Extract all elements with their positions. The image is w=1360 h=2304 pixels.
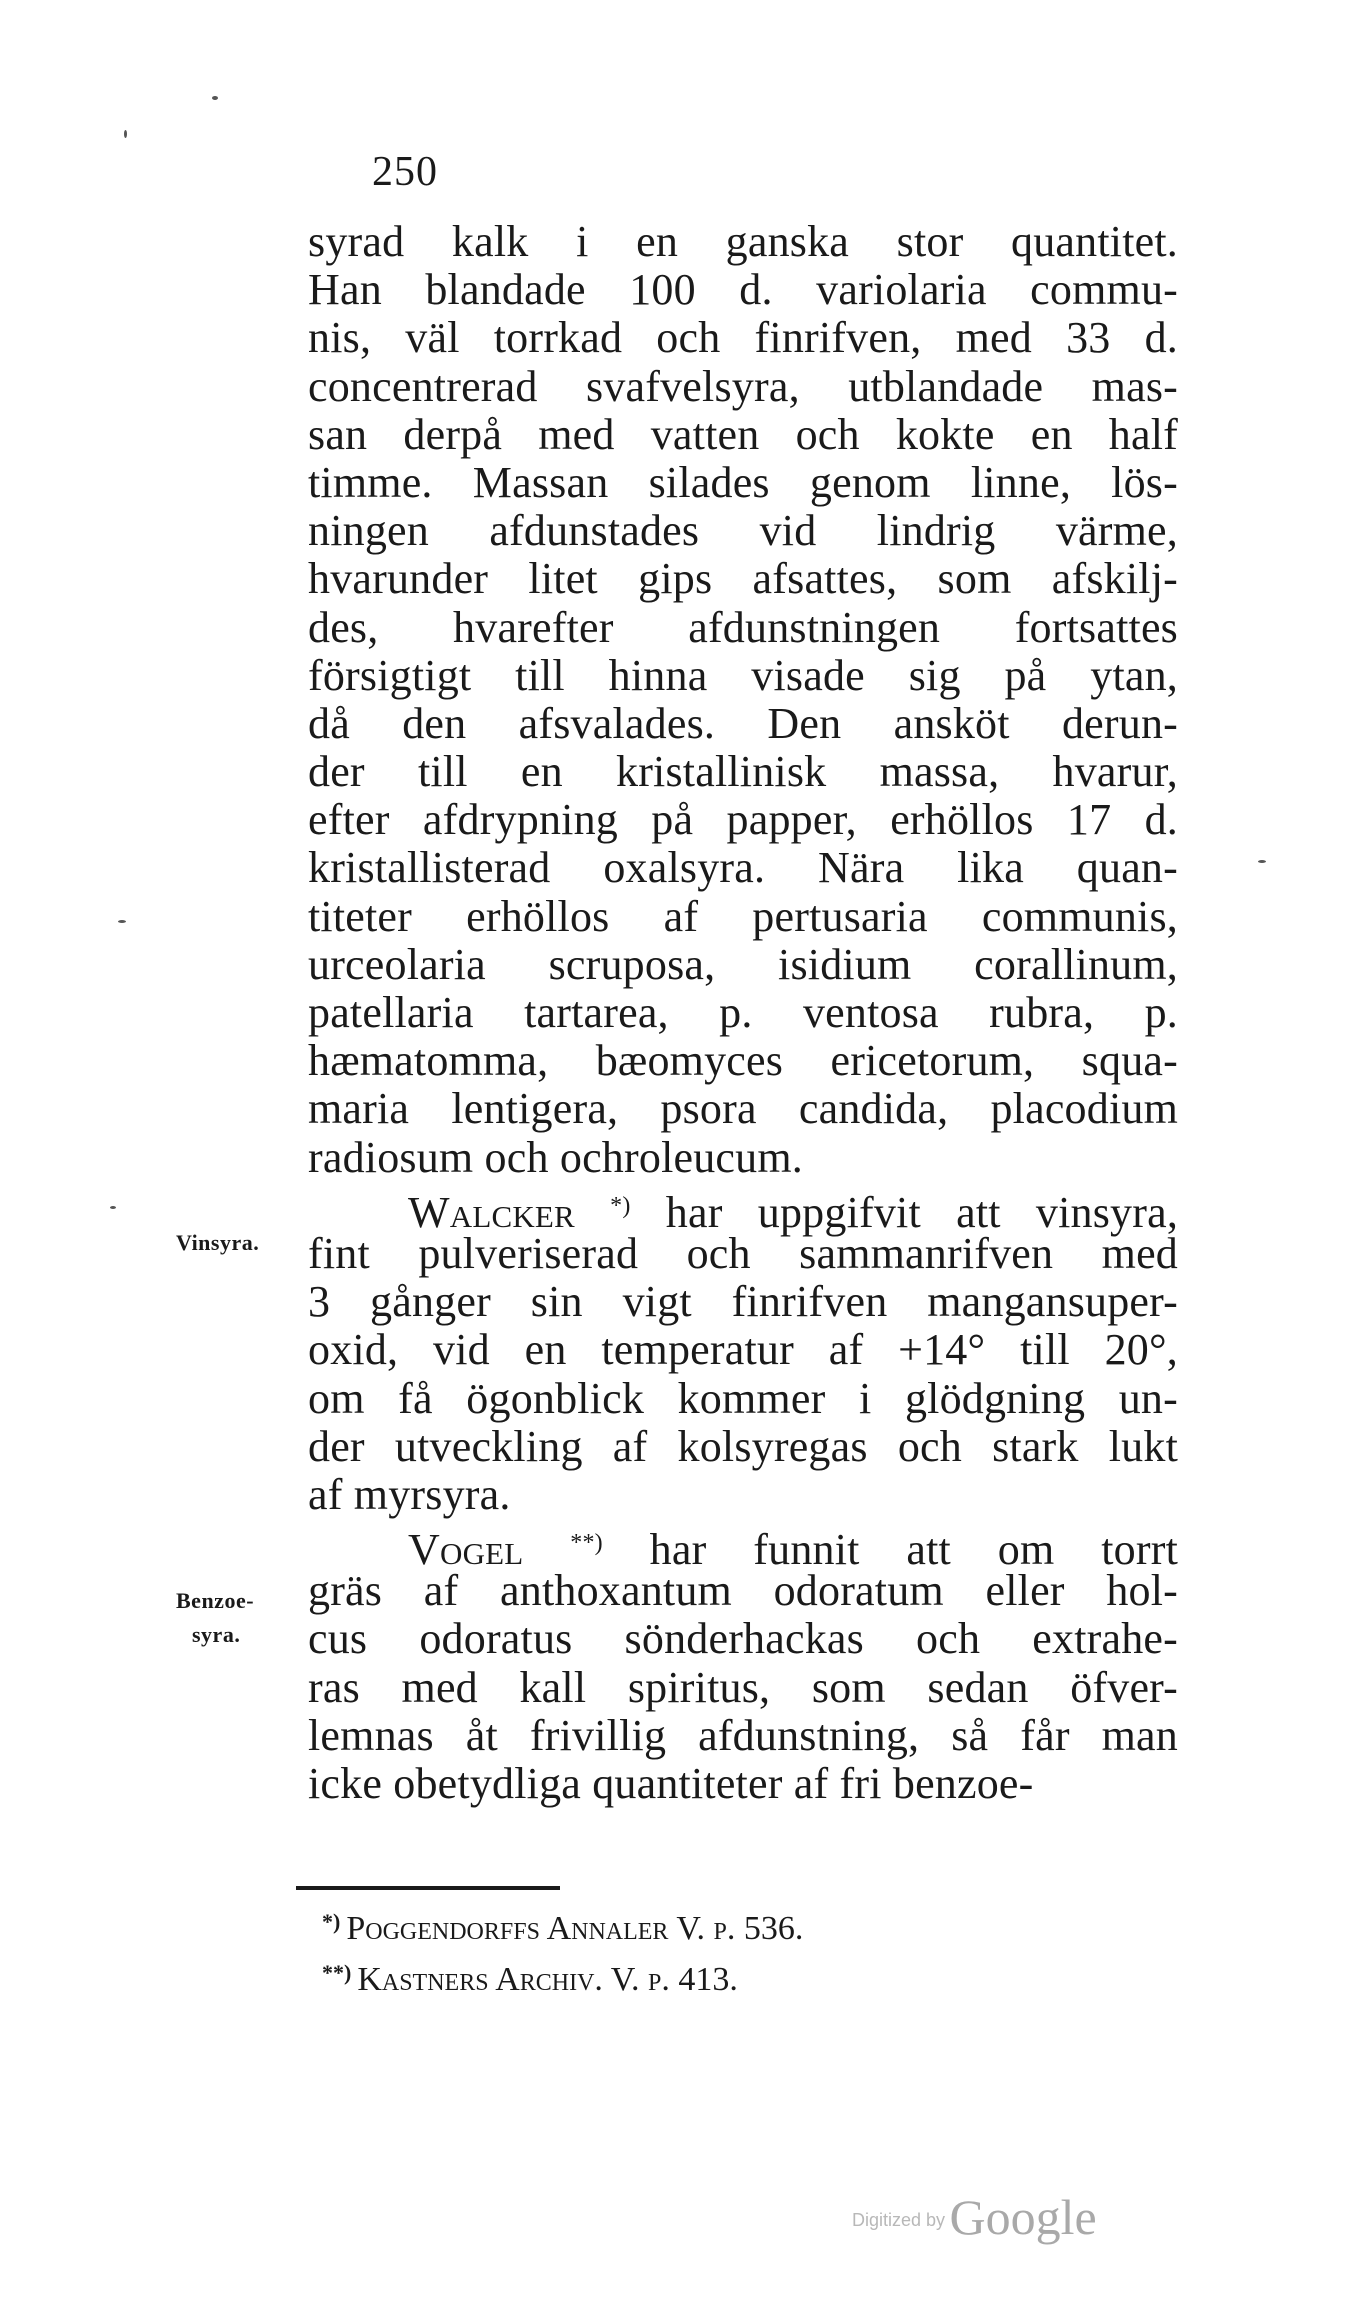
text-line: hvarunder litet gips afsattes, som afskilj- [308, 554, 1178, 604]
text-line: då den afsvalades. Den ansköt derun- [308, 698, 1178, 748]
footnote-ref: **) [570, 1530, 603, 1557]
watermark-prefix: Digitized by [852, 2210, 946, 2230]
text-line: radiosum och ochroleucum. [308, 1132, 803, 1182]
text-line: efter afdrypning på papper, erhöllos 17 d. [308, 795, 1178, 845]
paragraph-oxalsyra [308, 218, 1178, 1182]
text-line: cus odoratus sönderhackas och extrahe- [308, 1614, 1178, 1664]
paragraph-benzoesyra [308, 1519, 1178, 1808]
text-line: patellaria tartarea, p. ventosa rubra, p. [308, 988, 1178, 1037]
author-name: Vogel [408, 1525, 524, 1575]
author-name: Walcker [408, 1187, 575, 1237]
footnote-1 [322, 1900, 1022, 1951]
scan-speck [212, 96, 218, 100]
text-line: om få ögonblick kommer i glödgning un- [308, 1373, 1178, 1423]
text-line: san derpå med vatten och kokte en half [308, 409, 1178, 459]
text-line: der utveckling af kolsyregas och stark lukt [308, 1421, 1178, 1471]
line-text: har funnit att om torrt [649, 1525, 1179, 1575]
text-line: hæmatomma, bæomyces ericetorum, squa- [308, 1036, 1178, 1086]
text-line: af myrsyra. [308, 1469, 511, 1519]
text-line: oxid, vid en temperatur af +14° till 20°, [308, 1325, 1178, 1375]
text-line: ningen afdunstades vid lindrig värme, [308, 506, 1178, 556]
text-line [308, 1519, 1179, 1575]
watermark-brand: Google [949, 2189, 1097, 2245]
text-line: timme. Massan silades genom linne, lös- [308, 457, 1178, 507]
text-line [308, 1182, 1179, 1237]
margin-note-benzoesyra-1: Benzoe- [176, 1588, 255, 1613]
footnote-text: Poggendorffs Annaler V. p. 536. [346, 1910, 804, 1947]
text-line: des, hvarefter afdunstningen fortsattes [308, 602, 1178, 652]
text-line: maria lentigera, psora candida, placodium [308, 1084, 1178, 1134]
page-number: 250 [372, 149, 438, 195]
scan-speck [110, 1206, 116, 1209]
text-line: icke obetydliga quantiteter af fri benzoe- [308, 1759, 1034, 1808]
text-line: lemnas åt frivillig afdunstning, så får man [308, 1710, 1178, 1760]
line-text: har uppgifvit att vinsyra, [665, 1187, 1179, 1237]
text-line: 3 gånger sin vigt finrifven mangansuper- [308, 1277, 1178, 1327]
scan-speck [118, 920, 126, 923]
text-line: ras med kall spiritus, som sedan öfver- [308, 1662, 1178, 1712]
text-line: kristallisterad oxalsyra. Nära lika quan- [308, 843, 1178, 893]
text-line: gräs af anthoxantum odoratum eller hol- [308, 1566, 1178, 1616]
footnote-mark: **) [322, 1960, 352, 1985]
main-text [308, 218, 1178, 1808]
footnote-ref: *) [610, 1192, 631, 1219]
footnote-text: Kastners Archiv. V. p. 413. [357, 1961, 738, 1998]
text-line: Han blandade 100 d. variolaria commu- [308, 265, 1178, 315]
text-line: der till en kristallinisk massa, hvarur, [308, 747, 1178, 797]
text-line: syrad kalk i en ganska stor quantitet. [308, 217, 1178, 266]
footnotes [322, 1900, 1022, 2002]
text-line: nis, väl torrkad och finrifven, med 33 d. [308, 313, 1178, 363]
footnote-mark: *) [322, 1909, 341, 1934]
digitized-by-watermark [852, 2188, 1097, 2246]
margin-note-vinsyra: Vinsyra. [176, 1230, 260, 1255]
margin-note-benzoesyra-2: syra. [192, 1622, 241, 1647]
footnote-2 [322, 1951, 1022, 2002]
text-line: försigtigt till hinna visade sig på ytan, [308, 650, 1178, 700]
text-line: concentrerad svafvelsyra, utblandade mas- [308, 361, 1178, 411]
paragraph-vinsyra [308, 1182, 1178, 1519]
text-line: urceolaria scruposa, isidium corallinum, [308, 939, 1178, 989]
footnote-rule [296, 1886, 560, 1890]
text-line: fint pulveriserad och sammanrifven med [308, 1228, 1178, 1278]
text-line: titeter erhöllos af pertusaria communis, [308, 891, 1178, 941]
scan-speck [124, 130, 127, 138]
scan-speck [1258, 860, 1266, 863]
